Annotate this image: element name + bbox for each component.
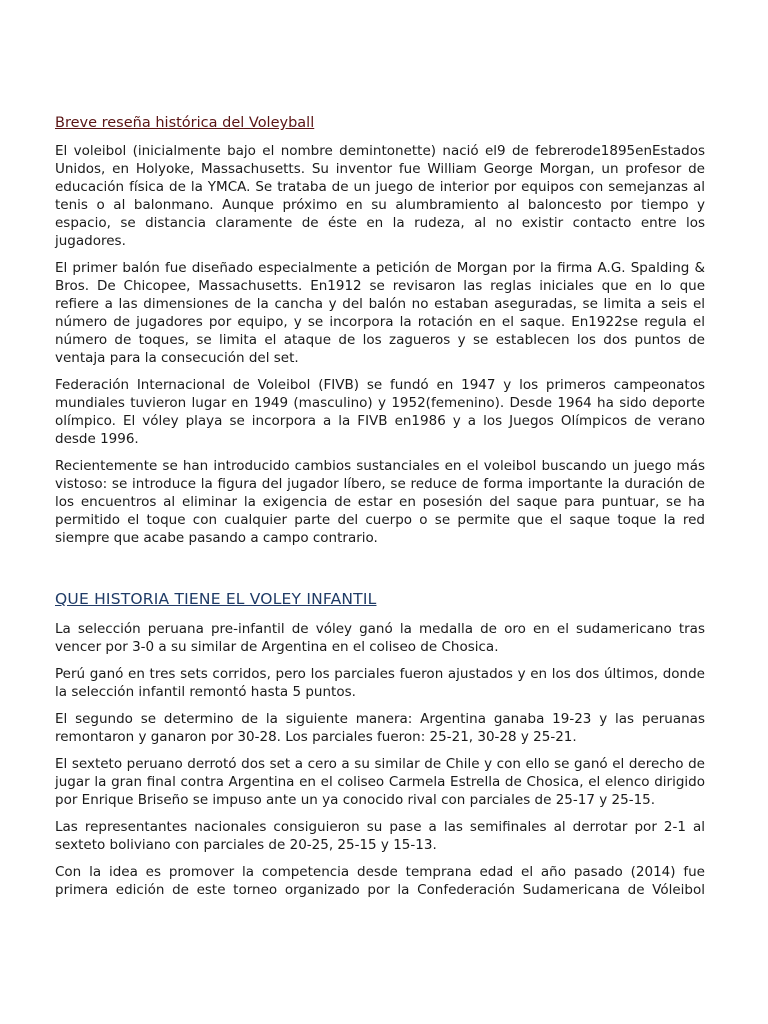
section2-paragraph-4: El sexteto peruano derrotó dos set a cero a su similar de Chile y con ello se ganó el derecho de jugar la gran final contra Argentina en el coliseo Carmela Estrella de Chosica, el elenco dirigido por Enrique Briseño se impuso ante un ya conocido rival con parciales de 25-17 y 25-15.: [55, 756, 705, 808]
section2-paragraph-6: Con la idea es promover la competencia desde temprana edad el año pasado (2014) fue primera edición de este torneo organizado por la Confederación Sudamericana de Vóleibol: [55, 864, 705, 898]
section1-paragraph-1: El voleibol (inicialmente bajo el nombre demintonette) nació el9 de febrerode1895enEstados Unidos, en Holyoke, Massachusetts. Su inventor fue William George Morgan, un profesor de educación física de la YMCA. Se trataba de un juego de interior por equipos con semejanzas al tenis o al balonmano. Aunque próximo en su alumbramiento al baloncesto por tiempo y espacio, se distancia claramente de éste en la rudeza, al no existir contacto entre los jugadores.: [55, 143, 705, 249]
section2-paragraph-5: Las representantes nacionales consiguieron su pase a las semifinales al derrotar por 2-1 al sexteto boliviano con parciales de 20-25, 25-15 y 15-13.: [55, 819, 705, 853]
section2-paragraph-2: Perú ganó en tres sets corridos, pero los parciales fueron ajustados y en los dos últimos, donde la selección infantil remontó hasta 5 puntos.: [55, 666, 705, 700]
section1-paragraph-2: El primer balón fue diseñado especialmente a petición de Morgan por la firma A.G. Spalding & Bros. De Chicopee, Massachusetts. En1912 se revisaron las reglas iniciales que en lo que refiere a las dimensiones de la cancha y del balón no estaban aseguradas, se limita a seis el número de jugadores por equipo, y se incorpora la rotación en el saque. En1922se regula el número de toques, se limita el ataque de los zagueros y se establecen los dos puntos de ventaja para la consecución del set.: [55, 260, 705, 366]
section2-title: QUE HISTORIA TIENE EL VOLEY INFANTIL: [55, 590, 377, 608]
section1-title: Breve reseña histórica del Voleyball: [55, 115, 315, 131]
section1-paragraph-4: Recientemente se han introducido cambios sustanciales en el voleibol buscando un juego más vistoso: se introduce la figura del jugador líbero, se reduce de forma importante la duración de los encuentros al eliminar la exigencia de estar en posesión del saque para puntuar, se ha permitido el toque con cualquier parte del cuerpo o se permite que el saque toque la red siempre que acabe pasando a campo contrario.: [55, 458, 705, 546]
section2-paragraph-1: La selección peruana pre-infantil de vóley ganó la medalla de oro en el sudamericano tras vencer por 3-0 a su similar de Argentina en el coliseo de Chosica.: [55, 621, 705, 655]
section1-paragraph-3: Federación Internacional de Voleibol (FIVB) se fundó en 1947 y los primeros campeonatos mundiales tuvieron lugar en 1949 (masculino) y 1952(femenino). Desde 1964 ha sido deporte olímpico. El vóley playa se incorpora a la FIVB en1986 y a los Juegos Olímpicos de verano desde 1996.: [55, 377, 705, 447]
section-spacer: [55, 556, 705, 588]
section2-paragraph-3: El segundo se determino de la siguiente manera: Argentina ganaba 19-23 y las peruanas remontaron y ganaron por 30-28. Los parciales fueron: 25-21, 30-28 y 25-21.: [55, 711, 705, 745]
document-page: [55, 113, 705, 908]
